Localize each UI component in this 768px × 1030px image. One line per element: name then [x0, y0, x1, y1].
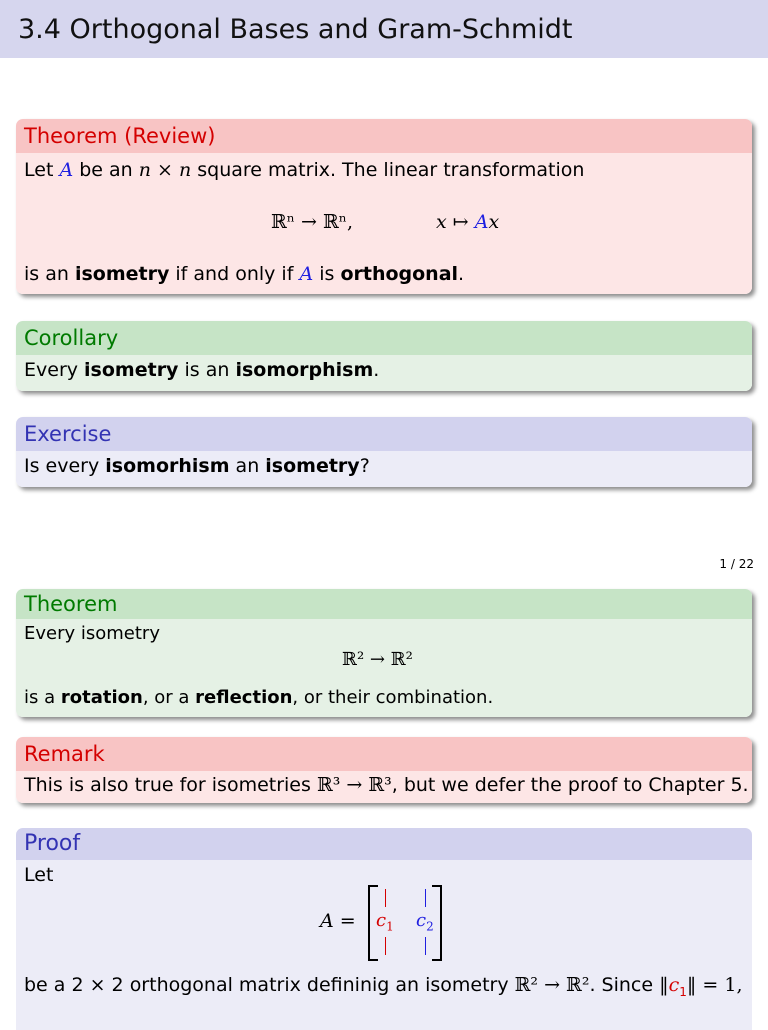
remark-block [16, 737, 752, 803]
slide-title: 3.4 Orthogonal Bases and Gram-Schmidt [18, 14, 573, 45]
exercise-text: Is every isomorhism an isometry? [24, 455, 370, 477]
theorem-review-formula-xAx: x ↦ Ax [436, 211, 500, 233]
page-number: 1 / 22 [719, 557, 754, 571]
slide-title-bar [0, 0, 768, 58]
proof-line1: Let [24, 864, 54, 886]
proof-header: Proof [16, 828, 752, 860]
theorem-review-line1: Let A be an n × n square matrix. The linear transformation [24, 159, 585, 181]
theorem-review-header: Theorem (Review) [16, 119, 752, 153]
theorem-header: Theorem [16, 589, 752, 619]
col2-bar-top [425, 889, 426, 907]
corollary-header: Corollary [16, 321, 752, 355]
corollary-block [16, 321, 752, 391]
column-c1: $c_1$ [376, 910, 394, 934]
theorem-line3: is a rotation, or a reflection, or their combination. [24, 687, 494, 708]
corollary-text: Every isometry is an isomorphism. [24, 359, 380, 381]
theorem-review-formula-map: ℝⁿ → ℝⁿ, [271, 211, 354, 233]
matrix-A: A [59, 159, 74, 181]
theorem-formula: ℝ² → ℝ² [342, 649, 413, 670]
theorem-body [16, 619, 752, 717]
matrix [368, 885, 442, 961]
exercise-body [16, 451, 752, 487]
column-c2: $c_2$ [416, 910, 434, 934]
matrix-lhs: A = [320, 910, 356, 932]
col1-bar-top [385, 889, 386, 907]
proof-line3: be a 2 × 2 orthogonal matrix defininig an isometry ℝ² → ℝ². Since $‖c_1‖ = 1$, [24, 974, 743, 999]
remark-header: Remark [16, 737, 752, 771]
theorem-review-line3: is an isometry if and only if A is orthogonal. [24, 263, 465, 285]
col2-bar-bottom [425, 937, 426, 955]
remark-body [16, 771, 752, 803]
proof-body [16, 860, 752, 1030]
col1-bar-bottom [385, 937, 386, 955]
exercise-header: Exercise [16, 417, 752, 451]
proof-block [16, 828, 752, 1030]
exercise-block [16, 417, 752, 487]
theorem-review-block [16, 119, 752, 294]
n-by-n: n × n [138, 159, 192, 181]
theorem-block [16, 589, 752, 717]
remark-text: This is also true for isometries ℝ³ → ℝ³, but we defer the proof to Chapter 5. [24, 774, 749, 796]
corollary-body [16, 355, 752, 391]
theorem-line1: Every isometry [24, 623, 160, 644]
theorem-review-body [16, 153, 752, 294]
